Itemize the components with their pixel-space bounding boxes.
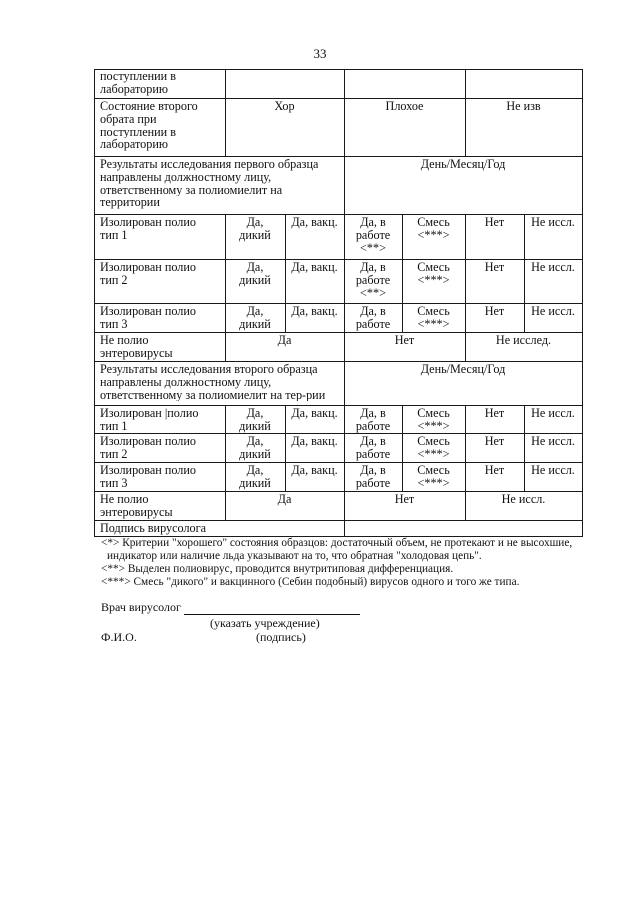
first-polio-type-2-no: Нет [484,261,505,274]
first-polio-type-1-no: Нет [484,216,505,229]
second-sample-bad: Плохое [385,100,424,113]
first-polio-type-1-label-2: тип 1 [100,228,128,242]
first-polio-type-2-work-2: работе [355,273,391,287]
page-number: 33 [313,46,327,61]
doctor-label: Врач вирусолог [101,600,181,614]
second-polio-type-2-no: Нет [484,435,505,448]
footnote-1-line-2: индикатор или наличие льда указывают на то, что обратная "холодовая цепь". [107,550,482,562]
second-results-date: День/Месяц/Год [420,363,506,376]
first-nonpolio-yes: Да [277,334,292,347]
first-polio-type-1-vacc: Да, вакц. [291,216,338,229]
second-polio-type-3-vacc: Да, вакц. [291,464,338,477]
second-polio-type-1-work-2: работе [355,419,391,433]
second-results-label-2: направлены должностному лицу, [100,375,272,389]
table-rule-h [94,156,583,157]
second-polio-type-3-label-1: Изолирован полио [100,464,196,477]
first-polio-type-2-vacc: Да, вакц. [291,261,338,274]
second-polio-type-2-label-2: тип 2 [100,447,128,461]
second-polio-type-1-vacc: Да, вакц. [291,407,338,420]
first-polio-type-2-label-1: Изолирован полио [100,261,196,274]
first-polio-type-1-not-tested: Не иссл. [531,216,575,229]
second-polio-type-3-work-1: Да, в [360,464,386,477]
table-rule-h [94,214,583,215]
footnote-3: <***> Смесь "дикого" и вакцинного (Себин подобный) вирусов одного и того же типа. [101,576,520,588]
institution-hint: (указать учреждение) [210,616,320,630]
second-sample-label-1: Состояние второго [100,100,198,113]
table-rule-v [344,520,345,537]
first-nonpolio-no: Нет [394,334,415,347]
first-polio-type-3-mix-2: <***> [417,317,450,331]
footnote-1-line-1: <*> Критерии "хорошего" состояния образцов: достаточный объем, не протекают и не высохшие, [101,537,573,549]
second-sample-label-3: поступлении в [100,125,176,139]
first-nonpolio-not-tested: Не исслед. [495,334,552,347]
first-polio-type-2-not-tested: Не иссл. [531,261,575,274]
second-nonpolio-label-1: Не полио [100,493,149,506]
second-polio-type-3-mix-1: Смесь [417,464,450,477]
first-polio-type-2-work-1: Да, в [360,261,386,274]
first-nonpolio-label-2: энтеровирусы [100,346,173,360]
second-results-label-1: Результаты исследования второго образца [100,363,318,376]
first-polio-type-3-label-2: тип 3 [100,317,128,331]
first-polio-type-1-work-1: Да, в [360,216,386,229]
second-polio-type-1-mix-2: <***> [417,419,450,433]
second-polio-type-3-no: Нет [484,464,505,477]
second-polio-type-1-wild-2: дикий [239,419,271,433]
first-polio-type-2-mix-1: Смесь [417,261,450,274]
first-results-label-4: территории [100,196,160,210]
received-label-line-2: лабораторию [100,83,168,96]
first-results-date: День/Месяц/Год [420,158,506,171]
first-nonpolio-label-1: Не полио [100,334,149,347]
second-polio-type-3-not-tested: Не иссл. [531,464,575,477]
table-rule-h [94,462,583,463]
table-rule-h [94,405,583,406]
first-polio-type-1-wild-1: Да, [246,216,264,229]
first-results-label-2: направлены должностному лицу, [100,170,272,184]
first-polio-type-1-mix-2: <***> [417,228,450,242]
second-polio-type-2-wild-1: Да, [246,435,264,448]
second-polio-type-2-label-1: Изолирован полио [100,435,196,448]
second-sample-unknown: Не изв [506,100,541,113]
second-polio-type-1-label-1: Изолирован |полио [100,407,199,420]
second-sample-label-4: лабораторию [100,138,168,152]
first-polio-type-3-vacc: Да, вакц. [291,305,338,318]
second-nonpolio-no: Нет [394,493,415,506]
first-polio-type-1-work-2: работе [355,228,391,242]
second-polio-type-2-wild-2: дикий [239,447,271,461]
second-polio-type-2-work-2: работе [355,447,391,461]
fio-label: Ф.И.О. [101,630,137,644]
second-polio-type-1-work-1: Да, в [360,407,386,420]
first-polio-type-2-work-3: <**> [360,286,386,300]
second-polio-type-2-mix-1: Смесь [417,435,450,448]
first-polio-type-3-wild-2: дикий [239,317,271,331]
first-polio-type-3-work-2: работе [355,317,391,331]
table-rule-h [94,259,583,260]
first-polio-type-3-not-tested: Не иссл. [531,305,575,318]
sign-hint: (подпись) [256,630,306,644]
second-nonpolio-label-2: энтеровирусы [100,505,173,519]
second-polio-type-2-mix-2: <***> [417,447,450,461]
second-polio-type-2-work-1: Да, в [360,435,386,448]
second-nonpolio-not-tested: Не иссл. [501,493,546,506]
table-rule-v [94,69,95,537]
first-results-label-3: ответственному за полиомиелит на [100,183,283,197]
second-results-label-3: ответственному за полиомиелит на тер-рии [100,388,326,402]
table-rule-v [582,69,583,537]
first-polio-type-2-wild-1: Да, [246,261,264,274]
second-polio-type-3-wild-1: Да, [246,464,264,477]
table-rule-h [94,433,583,434]
second-polio-type-1-label-2: тип 1 [100,419,128,433]
footnote-2: <**> Выделен полиовирус, проводится внутритиповая дифференциация. [101,563,454,575]
institution-line [184,614,360,615]
virologist-signature-label: Подпись вирусолога [100,522,207,535]
table-rule-h [94,332,583,333]
table-rule-v [225,69,226,157]
second-nonpolio-yes: Да [277,493,292,506]
first-polio-type-1-label-1: Изолирован полио [100,216,196,229]
second-polio-type-1-mix-1: Смесь [417,407,450,420]
second-polio-type-3-label-2: тип 3 [100,476,128,490]
second-polio-type-1-no: Нет [484,407,505,420]
received-label-line-1: поступлении в [100,70,176,83]
table-rule-v [344,69,345,157]
first-results-label-1: Результаты исследования первого образца [100,158,319,171]
first-polio-type-1-wild-2: дикий [239,228,271,242]
table-rule-h [94,98,583,99]
first-polio-type-3-wild-1: Да, [246,305,264,318]
second-polio-type-3-wild-2: дикий [239,476,271,490]
table-rule-h [94,520,583,521]
second-sample-label-2: обрата при [100,112,157,126]
first-polio-type-3-no: Нет [484,305,505,318]
first-polio-type-1-work-3: <**> [360,241,386,255]
first-polio-type-2-mix-2: <***> [417,273,450,287]
table-rule-v [465,69,466,157]
first-polio-type-3-mix-1: Смесь [417,305,450,318]
second-sample-good: Хор [274,100,295,113]
second-polio-type-3-mix-2: <***> [417,476,450,490]
first-polio-type-3-label-1: Изолирован полио [100,305,196,318]
second-polio-type-3-work-2: работе [355,476,391,490]
second-polio-type-1-wild-1: Да, [246,407,264,420]
first-polio-type-3-work-1: Да, в [360,305,386,318]
table-rule-h [94,491,583,492]
table-rule-h [94,303,583,304]
table-rule-h [94,361,583,362]
second-polio-type-2-not-tested: Не иссл. [531,435,575,448]
first-polio-type-2-wild-2: дикий [239,273,271,287]
second-polio-type-1-not-tested: Не иссл. [531,407,575,420]
second-polio-type-2-vacc: Да, вакц. [291,435,338,448]
first-polio-type-1-mix-1: Смесь [417,216,450,229]
first-polio-type-2-label-2: тип 2 [100,273,128,287]
